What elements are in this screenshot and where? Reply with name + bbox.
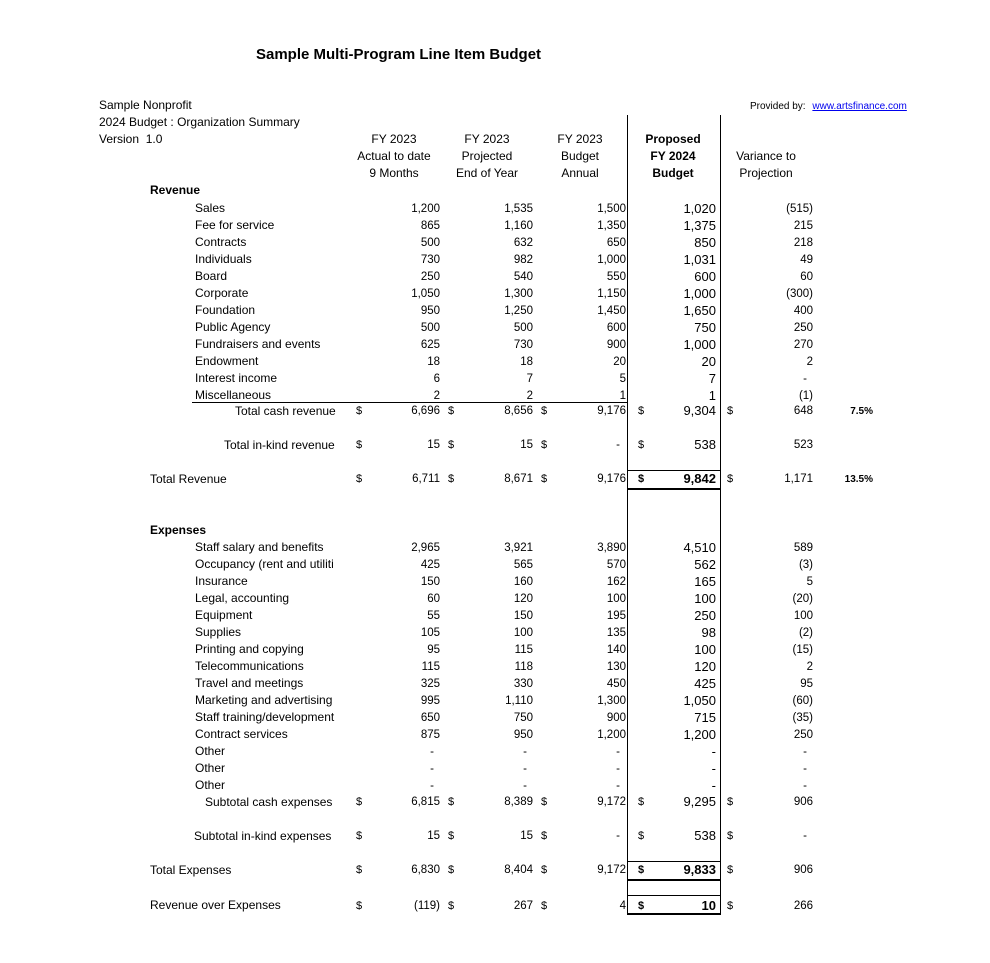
- cell-b: 9,176: [597, 473, 626, 485]
- cell-v: (515): [786, 203, 813, 215]
- cell-n: 7: [708, 371, 716, 386]
- total-revenue-topline: [628, 470, 720, 471]
- cell-v: 250: [793, 322, 813, 334]
- total-expenses-label: Total Expenses: [150, 863, 232, 877]
- cell-v: -: [803, 746, 807, 758]
- cell-b: -: [616, 780, 620, 792]
- cell-a: 875: [420, 729, 440, 741]
- cell-a: -: [430, 780, 434, 792]
- revenue-over-expenses-label: Revenue over Expenses: [150, 898, 281, 912]
- currency-symbol: $: [448, 864, 455, 876]
- cell-p: 1,160: [504, 220, 533, 232]
- proposed-right-border: [720, 115, 721, 915]
- cell-p: -: [523, 780, 527, 792]
- currency-symbol: $: [638, 796, 645, 808]
- expense-line-label: Marketing and advertising: [195, 693, 333, 707]
- column-header-line: Projection: [739, 166, 793, 180]
- revenue-line-label: Interest income: [195, 371, 278, 385]
- cell-b: -: [616, 763, 620, 775]
- cell-v: -: [803, 373, 807, 385]
- subtotal-cash-expenses-label: Subtotal cash expenses: [205, 795, 333, 809]
- cell-p: 15: [520, 830, 533, 842]
- cell-a: 425: [420, 559, 440, 571]
- cell-a: 18: [427, 356, 440, 368]
- cell-p: 750: [513, 712, 533, 724]
- revenue-line-label: Sales: [195, 201, 226, 215]
- cell-v: 648: [793, 405, 813, 417]
- cell-a: 2,965: [411, 542, 440, 554]
- cell-b: 5: [619, 373, 626, 385]
- cell-n: 538: [694, 828, 716, 843]
- cell-p: 1,535: [504, 203, 533, 215]
- cell-v: 906: [793, 864, 813, 876]
- cell-b: 900: [606, 339, 626, 351]
- column-header-5: [706, 148, 826, 182]
- total-expenses-bottomline: [628, 879, 720, 881]
- cell-a: 55: [427, 610, 440, 622]
- cell-p: 7: [526, 373, 533, 385]
- cell-v: 2: [806, 356, 813, 368]
- revenue-line-label: Fee for service: [195, 218, 275, 232]
- cell-b: 1,450: [597, 305, 626, 317]
- cell-p: -: [523, 763, 527, 775]
- cell-b: 3,890: [597, 542, 626, 554]
- cell-b: 130: [606, 661, 626, 673]
- cell-p: 1,300: [504, 288, 533, 300]
- subtotal-inkind-expenses-label: Subtotal in-kind expenses: [194, 829, 332, 843]
- currency-symbol: $: [727, 864, 734, 876]
- expense-line-label: Printing and copying: [195, 642, 304, 656]
- currency-symbol: $: [638, 864, 645, 876]
- cell-v: 906: [793, 796, 813, 808]
- cell-n: 1: [708, 388, 716, 403]
- column-header-line: End of Year: [455, 166, 519, 180]
- cell-a: 625: [420, 339, 440, 351]
- column-header-line: FY 2023: [464, 132, 510, 146]
- currency-symbol: $: [356, 864, 363, 876]
- currency-symbol: $: [541, 439, 548, 451]
- cell-n: 1,000: [683, 337, 716, 352]
- cell-n: 425: [694, 676, 716, 691]
- cell-v: (15): [792, 644, 813, 656]
- cell-a: 150: [420, 576, 440, 588]
- revenue-line-label: Miscellaneous: [195, 388, 272, 402]
- cell-v: 250: [793, 729, 813, 741]
- cell-p: 100: [513, 627, 533, 639]
- revenue-heading: Revenue: [150, 183, 201, 197]
- cell-p: 3,921: [504, 542, 533, 554]
- cell-a: 6,815: [411, 796, 440, 808]
- cell-b: 195: [606, 610, 626, 622]
- cell-n: 1,650: [683, 303, 716, 318]
- cell-b: 1,350: [597, 220, 626, 232]
- expense-line-label: Staff salary and benefits: [195, 540, 324, 554]
- cell-p: 2: [526, 390, 533, 402]
- expense-line-label: Travel and meetings: [195, 676, 304, 690]
- expense-line-label: Legal, accounting: [195, 591, 290, 605]
- cell-n: 98: [701, 625, 716, 640]
- currency-symbol: $: [727, 405, 734, 417]
- expense-line-label: Supplies: [195, 625, 242, 639]
- cell-b: 140: [606, 644, 626, 656]
- cell-n: -: [711, 744, 716, 759]
- cell-v: -: [803, 780, 807, 792]
- currency-symbol: $: [448, 796, 455, 808]
- cell-n: -: [711, 761, 716, 776]
- cell-b: 9,172: [597, 864, 626, 876]
- cell-a: 325: [420, 678, 440, 690]
- cell-n: 1,050: [683, 693, 716, 708]
- expense-line-label: Equipment: [195, 608, 253, 622]
- cell-v: 266: [793, 900, 813, 912]
- cell-b: -: [616, 439, 620, 451]
- column-header-line: FY 2024: [650, 149, 696, 163]
- total-revenue-label: Total Revenue: [150, 472, 227, 486]
- cell-n: 562: [694, 557, 716, 572]
- cell-b: 9,176: [597, 405, 626, 417]
- cell-p: 8,671: [504, 473, 533, 485]
- cell-a: 60: [427, 593, 440, 605]
- cell-a: -: [430, 746, 434, 758]
- cell-a: 1,200: [411, 203, 440, 215]
- cell-p: 500: [513, 322, 533, 334]
- currency-symbol: $: [638, 900, 645, 912]
- expenses-heading: Expenses: [150, 523, 207, 537]
- cell-p: 8,389: [504, 796, 533, 808]
- cell-n: 750: [694, 320, 716, 335]
- provided-by-label: Provided by:: [750, 101, 806, 112]
- cell-v: 60: [800, 271, 813, 283]
- column-header-line: FY 2023: [557, 132, 603, 146]
- cell-p: 120: [513, 593, 533, 605]
- cell-v: 1,171: [784, 473, 813, 485]
- cell-a: -: [430, 763, 434, 775]
- expense-line-label: Occupancy (rent and utiliti: [195, 557, 334, 571]
- currency-symbol: $: [356, 796, 363, 808]
- cell-p: 330: [513, 678, 533, 690]
- revenue-underline: [192, 402, 628, 403]
- column-header-line: 9 Months: [369, 166, 419, 180]
- cell-b: 4: [619, 900, 626, 912]
- cell-a: 500: [420, 322, 440, 334]
- revenue-line-label: Board: [195, 269, 228, 283]
- cell-n: -: [711, 778, 716, 793]
- cell-a: 730: [420, 254, 440, 266]
- currency-symbol: $: [448, 900, 455, 912]
- cell-b: 1,150: [597, 288, 626, 300]
- currency-symbol: $: [356, 405, 363, 417]
- total-cash-revenue-label: Total cash revenue: [235, 404, 336, 418]
- currency-symbol: $: [448, 405, 455, 417]
- cell-v: 218: [793, 237, 813, 249]
- cell-v: 49: [800, 254, 813, 266]
- cell-b: 450: [606, 678, 626, 690]
- cell-a: 115: [421, 661, 440, 673]
- cell-p: 982: [513, 254, 533, 266]
- cell-b: 1,200: [597, 729, 626, 741]
- cell-b: -: [616, 830, 620, 842]
- cell-n: 9,842: [683, 471, 716, 486]
- net-topline: [628, 895, 720, 896]
- currency-symbol: $: [356, 830, 363, 842]
- currency-symbol: $: [541, 473, 548, 485]
- column-header-line: FY 2023: [371, 132, 417, 146]
- cell-n: 4,510: [683, 540, 716, 555]
- cell-p: 632: [513, 237, 533, 249]
- currency-symbol: $: [727, 473, 734, 485]
- cell-p: 267: [513, 900, 533, 912]
- cell-v: 100: [793, 610, 813, 622]
- cell-n: 9,295: [683, 794, 716, 809]
- cell-n: 100: [694, 642, 716, 657]
- cell-p: 18: [520, 356, 533, 368]
- cell-a: 2: [433, 390, 440, 402]
- cell-n: 538: [694, 437, 716, 452]
- cell-a: 6,830: [411, 864, 440, 876]
- percent-change: 13.5%: [844, 474, 873, 485]
- cell-b: 162: [606, 576, 626, 588]
- cell-n: 20: [701, 354, 716, 369]
- cell-v: (60): [792, 695, 813, 707]
- cell-v: (2): [798, 627, 813, 639]
- cell-p: 115: [514, 644, 533, 656]
- cell-n: 250: [694, 608, 716, 623]
- budget-subtitle: 2024 Budget : Organization Summary: [99, 115, 300, 129]
- cell-b: 550: [606, 271, 626, 283]
- currency-symbol: $: [727, 830, 734, 842]
- cell-a: 95: [427, 644, 440, 656]
- cell-v: 270: [793, 339, 813, 351]
- cell-b: 20: [613, 356, 626, 368]
- cell-a: 250: [420, 271, 440, 283]
- cell-v: -: [803, 763, 807, 775]
- cell-n: 850: [694, 235, 716, 250]
- column-header-line: Projected: [461, 149, 513, 163]
- currency-symbol: $: [638, 830, 645, 842]
- currency-symbol: $: [541, 405, 548, 417]
- cell-p: 1,250: [504, 305, 533, 317]
- cell-v: 523: [793, 439, 813, 451]
- provided-by: [750, 101, 907, 112]
- currency-symbol: $: [448, 473, 455, 485]
- cell-n: 120: [694, 659, 716, 674]
- cell-n: 9,304: [683, 403, 716, 418]
- cell-b: 600: [606, 322, 626, 334]
- cell-b: 900: [606, 712, 626, 724]
- cell-v: (3): [798, 559, 813, 571]
- currency-symbol: $: [356, 900, 363, 912]
- cell-a: (119): [414, 900, 440, 912]
- expense-line-label: Staff training/development: [195, 710, 335, 724]
- cell-b: 1,300: [597, 695, 626, 707]
- currency-symbol: $: [541, 830, 548, 842]
- cell-a: 15: [427, 439, 440, 451]
- currency-symbol: $: [448, 830, 455, 842]
- expense-line-label: Contract services: [195, 727, 288, 741]
- column-header-line: Budget: [652, 166, 694, 180]
- currency-symbol: $: [541, 796, 548, 808]
- currency-symbol: $: [727, 900, 734, 912]
- cell-p: 118: [514, 661, 533, 673]
- cell-b: 100: [606, 593, 626, 605]
- cell-n: 1,375: [683, 218, 716, 233]
- cell-b: 1,000: [597, 254, 626, 266]
- cell-n: 165: [694, 574, 716, 589]
- org-name: Sample Nonprofit: [99, 98, 192, 112]
- total-inkind-revenue-label: Total in-kind revenue: [224, 438, 335, 452]
- currency-symbol: $: [541, 900, 548, 912]
- cell-v: (20): [792, 593, 813, 605]
- revenue-line-label: Endowment: [195, 354, 259, 368]
- column-header-line: Actual to date: [357, 149, 431, 163]
- cell-n: 600: [694, 269, 716, 284]
- cell-p: -: [523, 746, 527, 758]
- total-revenue-bottomline: [628, 488, 720, 490]
- cell-a: 500: [420, 237, 440, 249]
- cell-p: 730: [513, 339, 533, 351]
- cell-v: (300): [786, 288, 813, 300]
- revenue-line-label: Contracts: [195, 235, 247, 249]
- cell-b: 570: [606, 559, 626, 571]
- cell-a: 15: [427, 830, 440, 842]
- currency-symbol: $: [356, 439, 363, 451]
- revenue-line-label: Individuals: [195, 252, 252, 266]
- cell-a: 105: [420, 627, 440, 639]
- cell-p: 8,404: [504, 864, 533, 876]
- cell-p: 1,110: [505, 695, 533, 707]
- cell-a: 995: [420, 695, 440, 707]
- cell-a: 865: [420, 220, 440, 232]
- cell-n: 1,031: [683, 252, 716, 267]
- cell-v: 95: [800, 678, 813, 690]
- cell-a: 6,711: [412, 473, 440, 485]
- expense-line-label: Telecommunications: [195, 659, 304, 673]
- cell-v: 2: [806, 661, 813, 673]
- cell-p: 950: [513, 729, 533, 741]
- cell-v: 215: [793, 220, 813, 232]
- currency-symbol: $: [356, 473, 363, 485]
- expense-line-label: Other: [195, 761, 226, 775]
- column-header-line: Proposed: [645, 132, 701, 146]
- cell-a: 6: [433, 373, 440, 385]
- cell-v: 589: [793, 542, 813, 554]
- percent-change: 7.5%: [850, 406, 873, 417]
- cell-n: 100: [694, 591, 716, 606]
- cell-b: 135: [606, 627, 626, 639]
- cell-n: 715: [694, 710, 716, 725]
- artsfinance-link[interactable]: www.artsfinance.com: [812, 101, 907, 112]
- cell-v: -: [803, 830, 807, 842]
- currency-symbol: $: [727, 796, 734, 808]
- version-label: Version 1.0: [99, 132, 163, 146]
- cell-n: 1,200: [683, 727, 716, 742]
- expense-line-label: Other: [195, 744, 226, 758]
- expense-line-label: Insurance: [195, 574, 248, 588]
- currency-symbol: $: [638, 473, 645, 485]
- cell-n: 1,020: [683, 201, 716, 216]
- cell-b: 1,500: [597, 203, 626, 215]
- cell-p: 160: [513, 576, 533, 588]
- net-bottomline: [628, 913, 720, 915]
- cell-a: 650: [420, 712, 440, 724]
- currency-symbol: $: [541, 864, 548, 876]
- revenue-line-label: Public Agency: [195, 320, 271, 334]
- expense-line-label: Other: [195, 778, 226, 792]
- cell-p: 565: [513, 559, 533, 571]
- revenue-line-label: Foundation: [195, 303, 256, 317]
- cell-p: 540: [513, 271, 533, 283]
- column-header-line: Budget: [560, 149, 600, 163]
- cell-p: 15: [520, 439, 533, 451]
- cell-a: 1,050: [411, 288, 440, 300]
- cell-b: -: [616, 746, 620, 758]
- cell-n: 10: [701, 898, 716, 913]
- cell-v: 5: [806, 576, 813, 588]
- cell-v: (1): [798, 390, 813, 402]
- cell-v: 400: [793, 305, 813, 317]
- revenue-line-label: Corporate: [195, 286, 249, 300]
- cell-p: 8,656: [504, 405, 533, 417]
- cell-a: 6,696: [411, 405, 440, 417]
- column-header-line: Annual: [561, 166, 599, 180]
- cell-n: 9,833: [683, 862, 716, 877]
- revenue-line-label: Fundraisers and events: [195, 337, 321, 351]
- column-header-line: Variance to: [736, 149, 796, 163]
- currency-symbol: $: [638, 439, 645, 451]
- cell-v: (35): [792, 712, 813, 724]
- cell-n: 1,000: [683, 286, 716, 301]
- cell-a: 950: [420, 305, 440, 317]
- cell-b: 1: [619, 390, 626, 402]
- total-expenses-topline: [628, 861, 720, 862]
- cell-b: 9,172: [597, 796, 626, 808]
- currency-symbol: $: [638, 405, 645, 417]
- currency-symbol: $: [448, 439, 455, 451]
- cell-b: 650: [606, 237, 626, 249]
- page-title: Sample Multi-Program Line Item Budget: [256, 46, 542, 63]
- cell-p: 150: [513, 610, 533, 622]
